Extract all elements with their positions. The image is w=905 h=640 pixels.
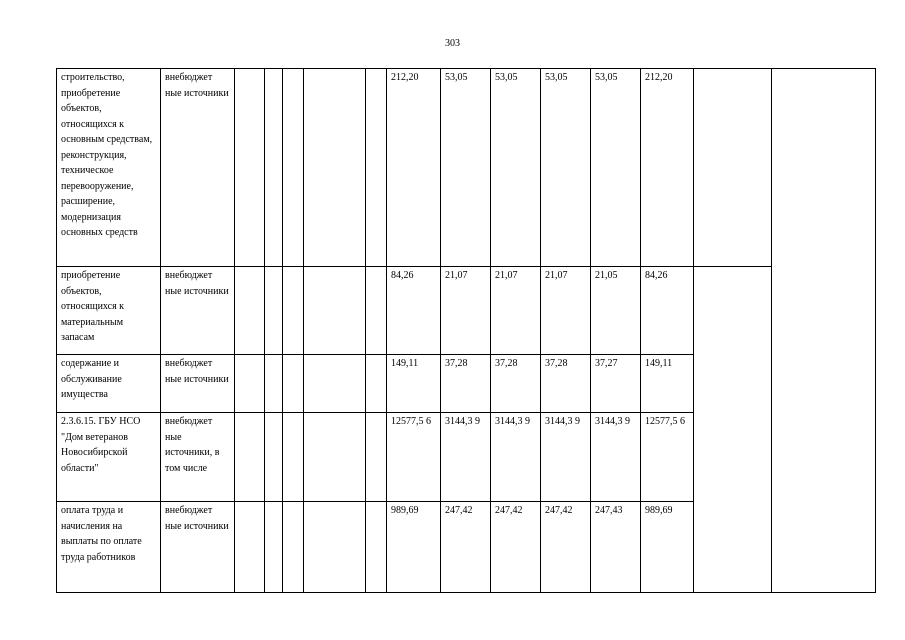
row-source: внебюджет ные источники, в том числе bbox=[161, 413, 235, 502]
merged-empty-cell bbox=[694, 267, 772, 593]
value-year-2: 53,05 bbox=[491, 69, 541, 267]
row-source: внебюджет ные источники bbox=[161, 267, 235, 355]
value-year-3: 3144,3 9 bbox=[541, 413, 591, 502]
empty-cell bbox=[304, 413, 366, 502]
empty-cell bbox=[366, 413, 387, 502]
value-total: 149,11 bbox=[387, 355, 441, 413]
table-row bbox=[57, 69, 876, 267]
empty-cell bbox=[283, 502, 304, 593]
row-description: 2.3.6.15. ГБУ НСО "Дом ветеранов Новосибирской области" bbox=[57, 413, 161, 502]
value-year-1: 3144,3 9 bbox=[441, 413, 491, 502]
row-source: внебюджет ные источники bbox=[161, 69, 235, 267]
row-source: внебюджет ные источники bbox=[161, 502, 235, 593]
empty-cell bbox=[235, 502, 265, 593]
value-year-3: 21,07 bbox=[541, 267, 591, 355]
empty-cell bbox=[366, 502, 387, 593]
empty-cell bbox=[265, 502, 283, 593]
empty-cell bbox=[366, 267, 387, 355]
row-description: приобретение объектов, относящихся к материальным запасам bbox=[57, 267, 161, 355]
value-year-4: 21,05 bbox=[591, 267, 641, 355]
value-year-1: 21,07 bbox=[441, 267, 491, 355]
empty-cell bbox=[283, 355, 304, 413]
value-year-3: 53,05 bbox=[541, 69, 591, 267]
value-sum: 149,11 bbox=[641, 355, 694, 413]
empty-cell bbox=[304, 69, 366, 267]
empty-cell bbox=[265, 355, 283, 413]
empty-cell bbox=[694, 69, 772, 267]
empty-cell bbox=[265, 69, 283, 267]
value-sum: 989,69 bbox=[641, 502, 694, 593]
empty-cell bbox=[366, 355, 387, 413]
empty-cell bbox=[283, 69, 304, 267]
value-year-4: 247,43 bbox=[591, 502, 641, 593]
row-description: оплата труда и начисления на выплаты по оплате труда работников bbox=[57, 502, 161, 593]
row-description: строительство, приобретение объектов, относящихся к основным средствам, реконструкция, техническое перевооружение, расширение, модернизация основных средств bbox=[57, 69, 161, 267]
empty-cell bbox=[304, 502, 366, 593]
empty-cell bbox=[235, 69, 265, 267]
empty-cell bbox=[283, 267, 304, 355]
value-total: 989,69 bbox=[387, 502, 441, 593]
value-year-2: 247,42 bbox=[491, 502, 541, 593]
value-year-2: 3144,3 9 bbox=[491, 413, 541, 502]
page-number: 303 bbox=[445, 38, 460, 49]
empty-cell bbox=[283, 413, 304, 502]
budget-table bbox=[56, 68, 876, 593]
empty-cell bbox=[235, 355, 265, 413]
value-sum: 12577,5 6 bbox=[641, 413, 694, 502]
value-sum: 84,26 bbox=[641, 267, 694, 355]
value-year-1: 53,05 bbox=[441, 69, 491, 267]
row-source: внебюджет ные источники bbox=[161, 355, 235, 413]
value-year-1: 37,28 bbox=[441, 355, 491, 413]
empty-cell bbox=[265, 267, 283, 355]
table-row bbox=[57, 267, 876, 355]
empty-cell bbox=[265, 413, 283, 502]
empty-cell bbox=[235, 267, 265, 355]
value-year-3: 247,42 bbox=[541, 502, 591, 593]
empty-cell bbox=[235, 413, 265, 502]
value-year-1: 247,42 bbox=[441, 502, 491, 593]
empty-cell bbox=[304, 267, 366, 355]
value-total: 12577,5 6 bbox=[387, 413, 441, 502]
value-sum: 212,20 bbox=[641, 69, 694, 267]
value-total: 212,20 bbox=[387, 69, 441, 267]
value-year-2: 37,28 bbox=[491, 355, 541, 413]
empty-cell bbox=[366, 69, 387, 267]
row-description: содержание и обслуживание имущества bbox=[57, 355, 161, 413]
value-year-2: 21,07 bbox=[491, 267, 541, 355]
merged-empty-cell bbox=[772, 69, 876, 593]
value-year-4: 3144,3 9 bbox=[591, 413, 641, 502]
empty-cell bbox=[304, 355, 366, 413]
value-year-4: 37,27 bbox=[591, 355, 641, 413]
value-total: 84,26 bbox=[387, 267, 441, 355]
value-year-3: 37,28 bbox=[541, 355, 591, 413]
value-year-4: 53,05 bbox=[591, 69, 641, 267]
